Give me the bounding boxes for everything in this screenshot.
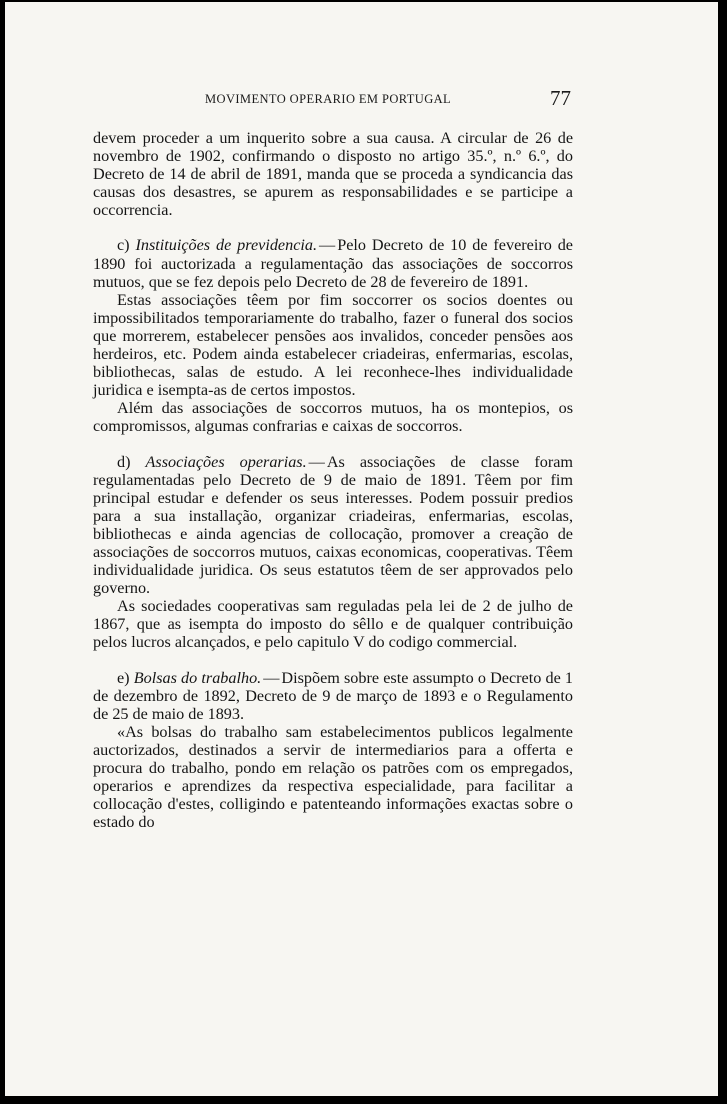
section-label: d) — [117, 452, 131, 471]
page-number: 77 — [550, 86, 571, 110]
section-label: c) — [117, 236, 130, 255]
paragraph-text: Além das associações de soccorros mutuos, ha os montepios, os compromissos, algumas confrarias e caixas de soccorros. — [93, 399, 573, 436]
paragraph-text: Pelo Decreto de 10 de fevereiro de 1890 foi auctorizada a regulamentação das associações de soccorros mutuos, que se fez depois pelo Decreto de 28 de fevereiro de 1891. — [93, 236, 573, 291]
paragraph-text: Estas associações têem por fim soccorrer os socios doentes ou impossibilitados temporariamente do trabalho, fazer o funeral dos socios que morrerem, estabelecer pensões aos invalidos, conceder pensões aos herdeiros, etc. Podem ainda estabelecer criadeiras, enfermarias, escolas, bibliothecas, salas de estudo. A lei reconhece-lhes individualidade juridica e isempta-as de certos impostos. — [93, 290, 573, 400]
paragraph — [93, 723, 573, 832]
em-dash: — — [319, 236, 336, 255]
section-heading: Instituições de previdencia. — [135, 236, 318, 255]
running-header — [5, 88, 718, 112]
book-page — [5, 2, 718, 1096]
paragraph-text: «As bolsas do trabalho sam estabelecimentos publicos legalmente auctorizados, destinados a servir de intermediarios para a offerta e procura do trabalho, pondo em relação os patrões com os empregados, operarios e aprendizes da respectiva especialidade, para facilitar a collocação d'estes, colligindo e patenteando informações exactas sobre o estado do — [93, 722, 573, 832]
section-heading: Associações operarias. — [145, 452, 307, 471]
section-label: e) — [117, 668, 130, 687]
paragraph-text: Dispõem sobre este assumpto o Decreto de 1 de dezembro de 1892, Decreto de 9 de março de 1893 e o Regulamento de 25 de maio de 1893. — [93, 668, 574, 723]
paragraph — [93, 399, 573, 435]
paragraph-text: As sociedades cooperativas sam reguladas pela lei de 2 de julho de 1867, que as isempta do imposto do sêllo e de qualquer contribuição pelos lucros alcançados, e pelo capitulo V do codigo commercial. — [93, 597, 573, 652]
paragraph — [93, 597, 573, 651]
em-dash: — — [263, 668, 280, 687]
header-title: MOVIMENTO OPERARIO EM PORTUGAL — [205, 92, 452, 106]
paragraph-text: As associações de classe foram regulamentadas pelo Decreto de 9 de maio de 1891. Têem por fim principal estudar e defender os seus interesses. Podem possuir predios para a sua installação, organizar criadeiras, enfermarias, escolas, bibliothecas e ainda agencias de collocação, promover a creação de associações de soccorros mutuos, caixas economicas, cooperativas. Têem individualidade juridica. Os seus estatutos têem de ser approvados pelo governo. — [93, 452, 574, 598]
paragraph — [93, 129, 573, 219]
em-dash: — — [308, 452, 325, 471]
section-d — [93, 453, 573, 598]
body-text — [93, 129, 573, 831]
section-e — [93, 669, 573, 723]
paragraph — [93, 291, 573, 400]
section-c — [93, 236, 573, 290]
section-heading: Bolsas do trabalho. — [133, 668, 262, 687]
paragraph-text: devem proceder a um inquerito sobre a sua causa. A circular de 26 de novembro de 1902, confirmando o disposto no artigo 35.º, n.º 6.º, do Decreto de 14 de abril de 1891, manda que se proceda a syndicancia das causas dos desastres, se apurem as responsabilidades e se participe a occorrencia. — [93, 129, 573, 220]
